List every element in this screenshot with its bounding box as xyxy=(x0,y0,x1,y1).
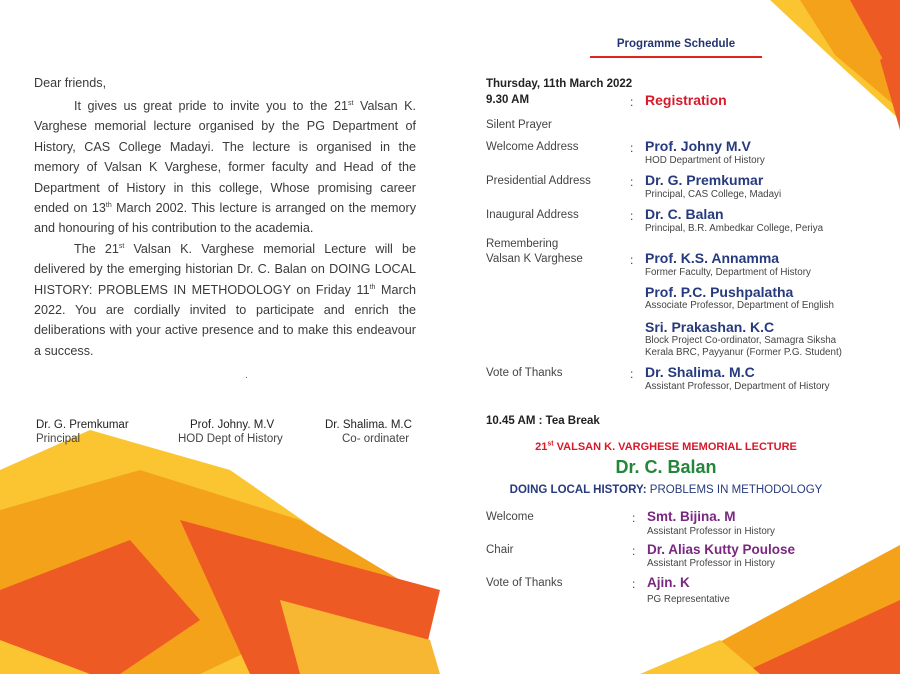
superscript: st xyxy=(348,99,354,107)
person-name: Prof. K.S. Annamma xyxy=(645,250,780,266)
signatory-name: Dr. G. Premkumar xyxy=(36,419,129,431)
lecture-title xyxy=(486,441,846,453)
person-desc: Former Faculty, Department of History xyxy=(645,267,811,278)
item-label: Welcome xyxy=(486,511,534,523)
person-name: Dr. G. Premkumar xyxy=(645,172,764,188)
programme-schedule-heading: Programme Schedule xyxy=(616,38,736,50)
person-desc: Block Project Co-ordinator, Samagra Siksha xyxy=(645,335,837,346)
letter-paragraph-2 xyxy=(34,239,416,361)
person-desc: Kerala BRC, Payyanur (Former P.G. Student) xyxy=(645,347,842,358)
person-desc: Assistant Professor in History xyxy=(647,526,775,537)
colon: : xyxy=(630,95,634,109)
colon: : xyxy=(630,141,634,155)
person-name: Smt. Bijina. M xyxy=(647,509,736,524)
signatory-role: Co- ordinater xyxy=(342,433,410,445)
lecture-speaker: Dr. C. Balan xyxy=(615,457,717,477)
person-name: Dr. C. Balan xyxy=(645,206,724,222)
colon: : xyxy=(630,175,634,189)
item-label: Welcome Address xyxy=(486,141,579,153)
person-desc: PG Representative xyxy=(647,594,730,605)
tea-break: 10.45 AM : Tea Break xyxy=(486,415,600,427)
colon: : xyxy=(630,209,634,223)
superscript: th xyxy=(105,201,112,209)
letter-text: Valsan K. Varghese memorial lecture organised by the PG Department of History, CAS College Madayi. The lecture is organised in the memory of Valsan K Varghese, former faculty and Head of the Department of History in this college, Whose promising career ended on 13 xyxy=(34,99,417,216)
letter-text: The 21 xyxy=(74,241,119,256)
colon: : xyxy=(630,367,634,381)
person-desc: Principal, B.R. Ambedkar College, Periya xyxy=(645,223,824,234)
lecture-title-text: VALSAN K. VARGHESE MEMORIAL LECTURE xyxy=(553,441,797,453)
person-name: Ajin. K xyxy=(647,575,690,590)
remembering-label: Valsan K Varghese xyxy=(486,253,583,265)
silent-prayer: Silent Prayer xyxy=(486,119,552,131)
person-name: Prof. Johny M.V xyxy=(645,138,751,154)
signatory-role: HOD Dept of History xyxy=(178,433,283,445)
registration-label: Registration xyxy=(645,92,727,108)
signatory-name: Dr. Shalima. M.C xyxy=(325,419,412,431)
superscript: st xyxy=(118,242,125,250)
person-desc: Assistant Professor in History xyxy=(647,558,775,569)
colon: : xyxy=(632,577,636,591)
person-desc: Principal, CAS College, Madayi xyxy=(645,189,782,200)
colon: : xyxy=(630,253,634,267)
letter-text: Valsan K. Varghese memorial Lecture will be delivered by the emerging historian Dr. C. Balan on DOING LOCAL HISTORY: PROBLEMS IN METHODOLOGY on Friday 11 xyxy=(34,241,416,297)
item-label: Inaugural Address xyxy=(486,209,579,221)
person-desc: HOD Department of History xyxy=(645,155,765,166)
lecture-topic xyxy=(486,484,846,496)
dot-mark: . xyxy=(245,370,248,381)
letter-text: March 2002. This lecture is arranged on the memory and honouring of his contribution to the academia. xyxy=(34,201,416,236)
remembering-label: Remembering xyxy=(486,238,559,250)
letter-text: March 2022. You are cordially invited to participate and enrich the deliberations with your active presence and to make this endeavour a success. xyxy=(34,282,416,358)
letter-salutation: Dear friends, xyxy=(34,76,107,90)
person-name: Prof. P.C. Pushpalatha xyxy=(645,284,794,300)
superscript: th xyxy=(369,283,376,291)
lecture-topic-rest: PROBLEMS IN METHODOLOGY xyxy=(646,484,823,496)
heading-underline xyxy=(590,56,762,58)
signatory-name: Prof. Johny. M.V xyxy=(190,419,275,431)
item-label: Vote of Thanks xyxy=(486,367,563,379)
lecture-title-number: 21 xyxy=(535,441,548,453)
colon: : xyxy=(632,511,636,525)
person-name: Dr. Alias Kutty Poulose xyxy=(647,542,796,557)
superscript: st xyxy=(547,440,554,448)
person-desc: Assistant Professor, Department of History xyxy=(645,381,830,392)
item-label: Chair xyxy=(486,544,514,556)
letter-text: It gives us great pride to invite you to the 21 xyxy=(74,99,349,113)
colon: : xyxy=(632,544,636,558)
letter-body xyxy=(34,96,416,361)
schedule-time: 9.30 AM xyxy=(486,94,530,106)
schedule-date: Thursday, 11th March 2022 xyxy=(486,78,633,90)
item-label: Presidential Address xyxy=(486,175,591,187)
item-label: Vote of Thanks xyxy=(486,577,563,589)
person-name: Dr. Shalima. M.C xyxy=(645,364,755,380)
person-desc: Associate Professor, Department of English xyxy=(645,300,834,311)
signatory-role: Principal xyxy=(36,433,81,445)
lecture-topic-bold: DOING LOCAL HISTORY: xyxy=(509,484,647,496)
person-name: Sri. Prakashan. K.C xyxy=(645,319,775,335)
letter-paragraph-1 xyxy=(34,96,416,239)
